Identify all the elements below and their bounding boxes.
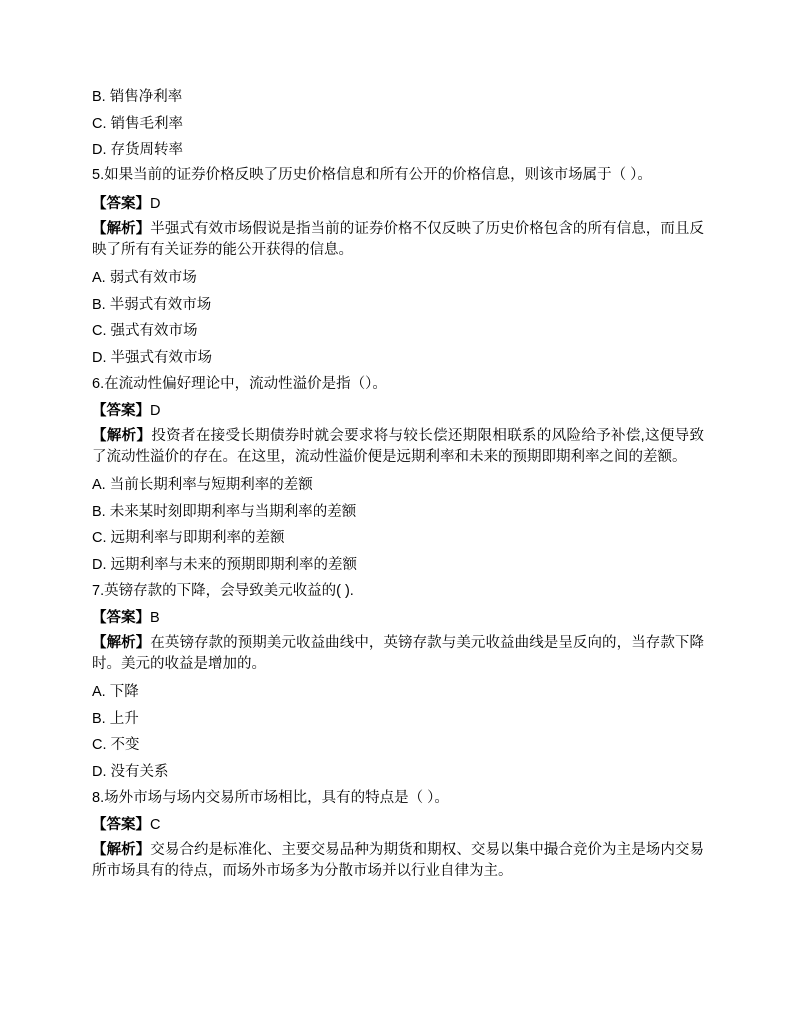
- option-q5-d: D. 半强式有效市场: [92, 349, 213, 366]
- answer-tag: 【答案】: [92, 402, 150, 419]
- option-q5-b: B. 半弱式有效市场: [92, 296, 212, 313]
- question-5-stem: 5.如果当前的证券价格反映了历史价格信息和所有公开的价格信息，则该市场属于（ ）。: [92, 167, 652, 183]
- question-6-analysis: [92, 426, 704, 468]
- analysis-tag: 【解析】: [92, 634, 151, 651]
- option-q5-a: A. 弱式有效市场: [92, 270, 197, 286]
- option-q6-a: A. 当前长期利率与短期利率的差额: [92, 477, 313, 493]
- analysis-text: 投资者在接受长期债券时就会要求将与较长偿还期限相联系的风险给予补偿,这便导致了流动性溢价的存在。在这里，流动性溢价便是远期利率和未来的预期即期利率之间的差额。: [92, 427, 705, 465]
- option-q7-b: B. 上升: [92, 710, 139, 727]
- analysis-text: 半强式有效市场假说是指当前的证券价格不仅反映了历史价格包含的所有信息，而且反映了所有有关证券的能公开获得的信息。: [92, 220, 705, 258]
- option-q5-c: C. 强式有效市场: [92, 323, 198, 339]
- option-q7-d: D. 没有关系: [92, 763, 169, 780]
- question-8-stem: 8.场外市场与场内交易所市场相比，具有的特点是（ ）。: [92, 790, 449, 806]
- answer-value: D: [150, 195, 161, 212]
- document-page: [92, 88, 704, 882]
- question-7-analysis: [92, 633, 704, 675]
- answer-value: B: [150, 609, 160, 626]
- option-q7-a: A. 下降: [92, 684, 139, 700]
- question-6-stem: 6.在流动性偏好理论中，流动性溢价是指（）。: [92, 376, 387, 392]
- analysis-text: 交易合约是标准化、主要交易品种为期货和期权、交易以集中撮合竞价为主是场内交易所市场具有的待点，而场外市场多为分散市场并以行业自律为主。: [92, 841, 705, 879]
- option-q6-d: D. 远期利率与未来的预期即期利率的差额: [92, 556, 358, 573]
- analysis-text: 在英镑存款的预期美元收益曲线中，英镑存款与美元收益曲线是呈反向的，当存款下降时。美元的收益是增加的。: [92, 634, 705, 672]
- answer-value: D: [150, 402, 161, 419]
- question-5-answer: [92, 195, 704, 213]
- answer-tag: 【答案】: [92, 609, 150, 626]
- analysis-tag: 【解析】: [92, 427, 152, 444]
- option-q4-c: C. 销售毛利率: [92, 115, 184, 132]
- question-6-answer: [92, 402, 704, 420]
- question-7-stem: 7.英镑存款的下降，会导致美元收益的( ).: [92, 583, 354, 599]
- option-q6-b: B. 未来某时刻即期利率与当期利率的差额: [92, 503, 357, 520]
- analysis-tag: 【解析】: [92, 220, 151, 237]
- question-7-answer: [92, 609, 704, 627]
- option-q7-c: C. 不变: [92, 737, 140, 753]
- answer-tag: 【答案】: [92, 816, 150, 833]
- question-8-analysis: [92, 840, 704, 882]
- question-5-analysis: [92, 219, 704, 261]
- answer-value: C: [150, 816, 161, 833]
- answer-tag: 【答案】: [92, 195, 150, 212]
- analysis-tag: 【解析】: [92, 841, 151, 858]
- option-q4-d: D. 存货周转率: [92, 142, 184, 158]
- option-q4-b: B. 销售净利率: [92, 89, 183, 105]
- question-8-answer: [92, 816, 704, 834]
- option-q6-c: C. 远期利率与即期利率的差额: [92, 530, 285, 546]
